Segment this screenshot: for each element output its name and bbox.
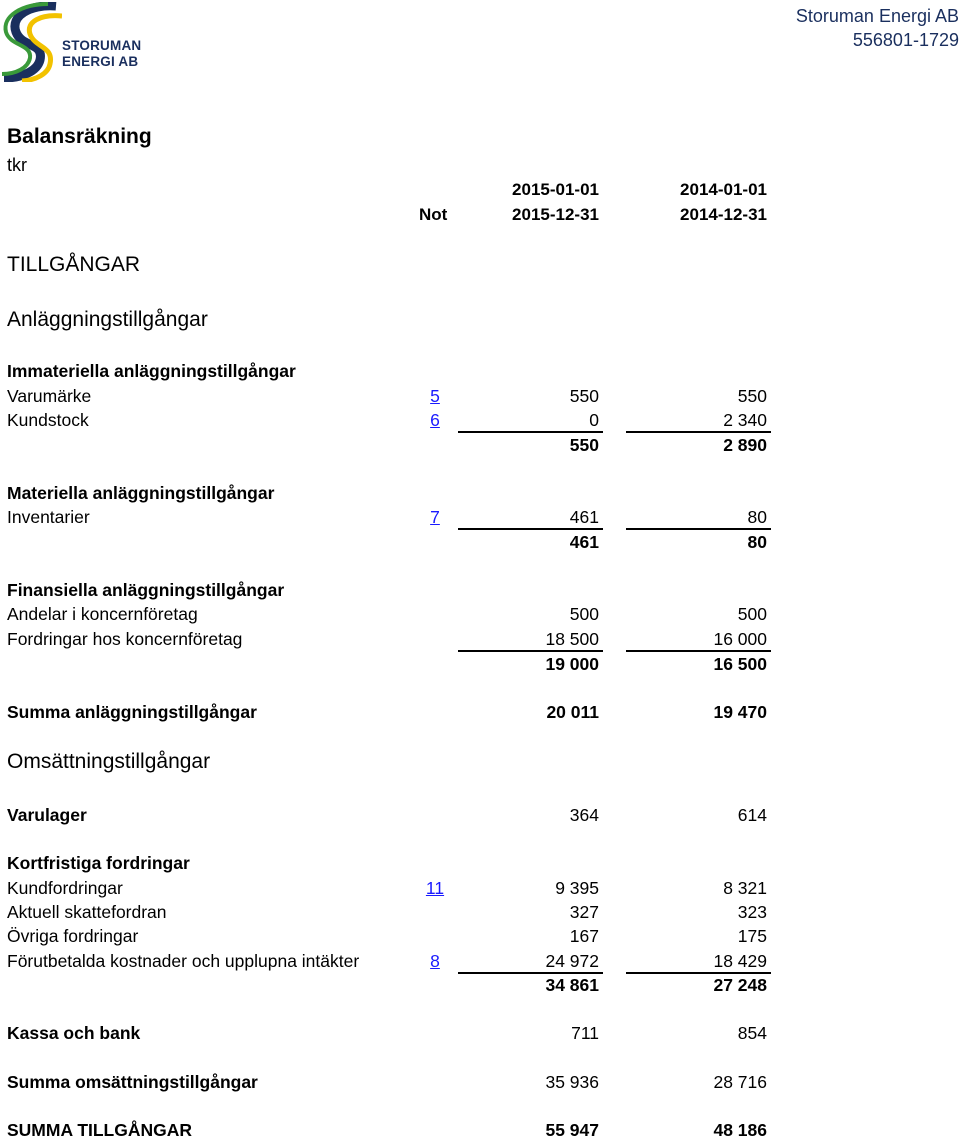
- period2-start: 2014-01-01: [680, 180, 767, 199]
- value-2014: 323: [737, 902, 767, 922]
- value-2015: 9 395: [555, 878, 599, 898]
- value-2014: 19 470: [713, 702, 767, 722]
- company-header: [796, 4, 959, 52]
- table-row: [0, 409, 960, 431]
- section-fixed-assets: Anläggningstillgångar: [7, 308, 208, 331]
- value-2014: 500: [737, 604, 767, 624]
- table-row: [0, 950, 960, 972]
- row-label: Varulager: [7, 805, 87, 825]
- unit-label: tkr: [7, 155, 27, 175]
- note-link[interactable]: 7: [430, 507, 440, 527]
- row-label: Summa omsättningstillgångar: [7, 1072, 258, 1092]
- value-2015: 461: [569, 532, 599, 552]
- row-label: Fordringar hos koncernföretag: [7, 629, 243, 649]
- subsection-heading: [0, 360, 960, 382]
- sum-line: [458, 528, 603, 530]
- value-2014: 8 321: [723, 878, 767, 898]
- subtotal-row: [0, 653, 960, 675]
- value-2014: 2 890: [723, 435, 767, 455]
- subtotal-row: [0, 974, 960, 996]
- value-2014: 28 716: [713, 1072, 767, 1092]
- table-row: [0, 506, 960, 528]
- org-number: 556801-1729: [852, 30, 959, 50]
- sum-line: [626, 528, 771, 530]
- company-logo: [0, 2, 172, 82]
- note-link[interactable]: 11: [425, 878, 445, 898]
- value-2015: 0: [589, 410, 599, 430]
- table-row: [0, 804, 960, 826]
- value-2015: 19 000: [545, 654, 599, 674]
- value-2014: 614: [737, 805, 767, 825]
- row-label: Övriga fordringar: [7, 926, 139, 946]
- table-row: [0, 901, 960, 923]
- subsection-heading: [0, 579, 960, 601]
- logo-mark-icon: [0, 2, 62, 82]
- sum-line: [458, 431, 603, 433]
- value-2014: 16 500: [713, 654, 767, 674]
- subsection-heading: [0, 482, 960, 504]
- grand-total-row: [0, 1119, 960, 1141]
- value-2014: 2 340: [723, 410, 767, 430]
- row-label: Kassa och bank: [7, 1023, 141, 1043]
- value-2015: 18 500: [545, 629, 599, 649]
- period1-end: 2015-12-31: [512, 205, 599, 224]
- value-2014: 80: [747, 532, 767, 552]
- row-label: Inventarier: [7, 507, 90, 527]
- subtotal-row: [0, 531, 960, 553]
- table-row: [0, 1022, 960, 1044]
- value-2015: 20 011: [546, 702, 599, 722]
- row-label: Kundstock: [7, 410, 89, 430]
- value-2014: 854: [737, 1023, 767, 1043]
- value-2014: 550: [737, 386, 767, 406]
- table-row: [0, 877, 960, 899]
- total-row: [0, 1071, 960, 1093]
- value-2015: 24 972: [545, 951, 599, 971]
- value-2015: 711: [571, 1023, 599, 1043]
- row-label: Andelar i koncernföretag: [7, 604, 198, 624]
- value-2015: 364: [569, 805, 599, 825]
- row-label: Förutbetalda kostnader och upplupna intäkter: [7, 951, 360, 971]
- page-title: Balansräkning: [7, 125, 152, 148]
- note-link[interactable]: 6: [430, 410, 440, 430]
- period1-start: 2015-01-01: [512, 180, 599, 199]
- note-link[interactable]: 8: [430, 951, 440, 971]
- note-column-header: Not: [419, 205, 448, 224]
- value-2015: 550: [569, 386, 599, 406]
- value-2015: 34 861: [545, 975, 599, 995]
- section-current-assets: Omsättningstillgångar: [7, 750, 211, 773]
- logo-text-line2: ENERGI AB: [62, 54, 139, 69]
- section-assets: TILLGÅNGAR: [7, 253, 141, 276]
- value-2015: 35 936: [545, 1072, 599, 1092]
- subsection-heading: [0, 852, 960, 874]
- table-row: [0, 603, 960, 625]
- table-row: [0, 628, 960, 650]
- subsection-financial: Finansiella anläggningstillgångar: [7, 580, 285, 600]
- table-row: [0, 925, 960, 947]
- value-2014: 18 429: [713, 951, 767, 971]
- note-link[interactable]: 5: [430, 386, 440, 406]
- value-2015: 327: [569, 902, 599, 922]
- value-2015: 461: [569, 507, 599, 527]
- subsection-intangible: Immateriella anläggningstillgångar: [7, 361, 296, 381]
- row-label: Kundfordringar: [7, 878, 123, 898]
- subsection-tangible: Materiella anläggningstillgångar: [7, 483, 275, 503]
- value-2015: 167: [569, 926, 599, 946]
- sum-line: [458, 650, 603, 652]
- row-label: Aktuell skattefordran: [7, 902, 167, 922]
- sum-line: [626, 431, 771, 433]
- total-row: [0, 701, 960, 723]
- value-2014: 16 000: [713, 629, 767, 649]
- company-name: Storuman Energi AB: [795, 6, 959, 26]
- value-2015: 55 947: [545, 1120, 599, 1140]
- value-2015: 500: [569, 604, 599, 624]
- row-label: Summa anläggningstillgångar: [7, 702, 257, 722]
- value-2015: 550: [569, 435, 599, 455]
- logo-text-line1: STORUMAN: [62, 38, 142, 53]
- value-2014: 80: [747, 507, 767, 527]
- value-2014: 27 248: [713, 975, 767, 995]
- sum-line: [626, 650, 771, 652]
- subsection-short-receivables: Kortfristiga fordringar: [7, 853, 190, 873]
- period2-end: 2014-12-31: [680, 205, 767, 224]
- row-label: SUMMA TILLGÅNGAR: [7, 1120, 193, 1140]
- value-2014: 175: [737, 926, 767, 946]
- table-row: [0, 385, 960, 407]
- row-label: Varumärke: [7, 386, 92, 406]
- value-2014: 48 186: [713, 1120, 767, 1140]
- subtotal-row: [0, 434, 960, 456]
